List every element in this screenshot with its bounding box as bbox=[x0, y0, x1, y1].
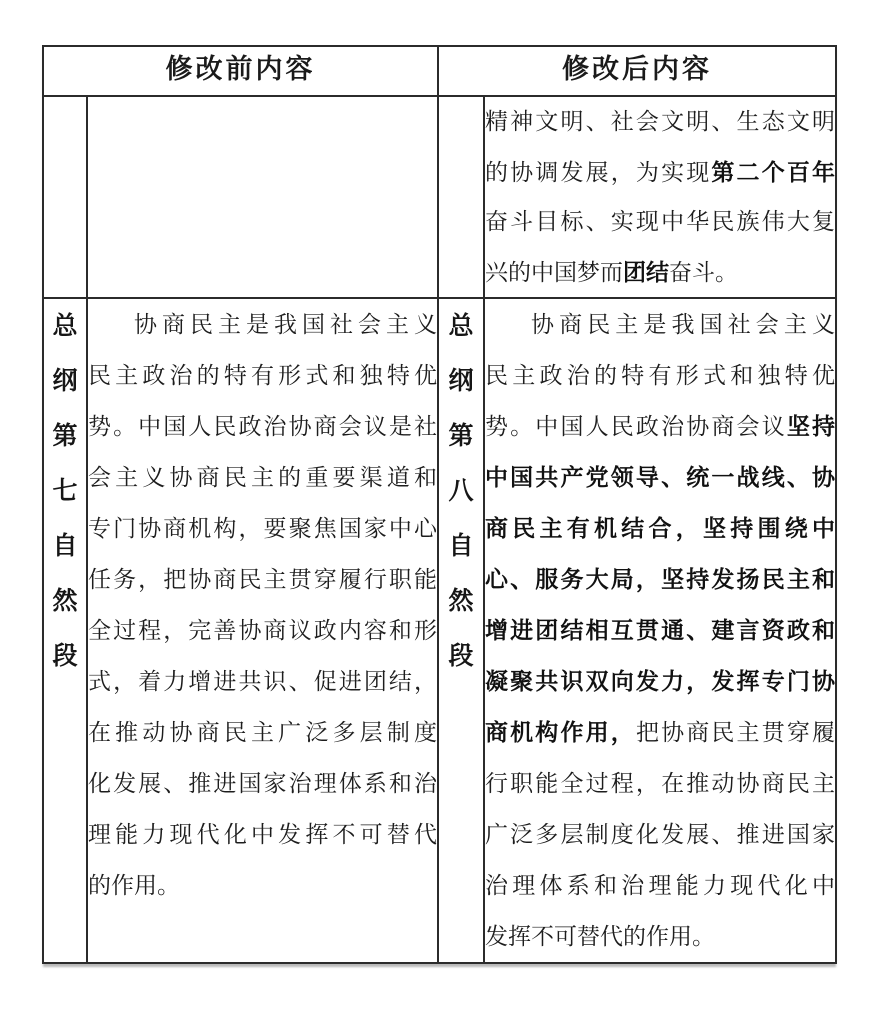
column-header-before: 修改前内容 bbox=[43, 46, 438, 96]
text-line bbox=[88, 401, 437, 452]
text-line bbox=[485, 809, 835, 860]
text-line bbox=[485, 147, 835, 197]
text-line bbox=[88, 299, 437, 350]
body-text: 专门协商机构，要聚焦国家中心 bbox=[88, 516, 437, 541]
body-text: 理能力现代化中发挥不可替代 bbox=[88, 822, 437, 847]
row-label-char: 八 bbox=[448, 477, 474, 505]
text-line bbox=[88, 554, 437, 605]
row1-label-before bbox=[43, 96, 87, 298]
amendment-row-2 bbox=[43, 298, 836, 963]
text-line bbox=[485, 860, 835, 911]
text-line bbox=[485, 554, 835, 605]
body-text: 广泛多层制度化发展、推进国家 bbox=[485, 822, 835, 847]
body-text: 任务，把协商民主贯穿履行职能 bbox=[88, 567, 437, 592]
text-line bbox=[485, 656, 835, 707]
text-line bbox=[485, 758, 835, 809]
body-text: 行职能全过程，在推动协商民主 bbox=[485, 771, 835, 796]
body-text: 奋斗。 bbox=[669, 260, 738, 285]
text-line bbox=[485, 97, 835, 147]
text-line bbox=[485, 707, 835, 758]
row2-before-content-cell bbox=[87, 298, 438, 963]
emphasis-added-text: 商机构作用， bbox=[485, 719, 636, 745]
row1-label-after bbox=[438, 96, 484, 298]
row-label-char: 第 bbox=[52, 422, 78, 450]
body-text: 全过程，完善协商议政内容和形 bbox=[88, 618, 437, 643]
body-text: 精神文明、社会文明、生态文明 bbox=[485, 109, 835, 134]
text-line bbox=[88, 350, 437, 401]
text-line bbox=[88, 452, 437, 503]
row-label-char: 自 bbox=[52, 532, 78, 560]
emphasis-added-text: 心、服务大局，坚持发扬民主和 bbox=[485, 566, 835, 592]
text-line bbox=[485, 197, 835, 247]
body-text: 的协调发展，为实现 bbox=[485, 160, 712, 185]
row2-label-before bbox=[43, 298, 87, 963]
emphasis-added-text: 坚持 bbox=[786, 413, 835, 439]
body-text: 会主义协商民主的重要渠道和 bbox=[88, 465, 437, 490]
body-text: 势。中国人民政治协商会议 bbox=[485, 414, 787, 439]
body-text: 兴的中国梦而 bbox=[485, 260, 623, 285]
row-label-char: 纲 bbox=[448, 367, 474, 395]
text-line bbox=[88, 707, 437, 758]
body-text: 治理体系和治理能力现代化中 bbox=[485, 873, 835, 898]
body-text: 协商民主是我国社会主义 bbox=[531, 312, 835, 337]
row1-before-content-cell bbox=[87, 96, 438, 298]
text-line bbox=[88, 605, 437, 656]
row-label-char: 总 bbox=[52, 312, 78, 340]
row-label-char: 段 bbox=[448, 642, 474, 670]
row-label-char: 段 bbox=[52, 642, 78, 670]
row-label-char: 纲 bbox=[52, 367, 78, 395]
body-text: 把协商民主贯穿履 bbox=[635, 720, 835, 745]
row-label-char: 总 bbox=[448, 312, 474, 340]
text-line bbox=[485, 247, 835, 297]
emphasis-added-text: 第二个百年 bbox=[711, 159, 835, 185]
text-line bbox=[88, 656, 437, 707]
emphasis-added-text: 团结 bbox=[623, 259, 669, 285]
row2-label-after bbox=[438, 298, 484, 963]
text-line bbox=[485, 452, 835, 503]
comparison-table bbox=[42, 45, 837, 964]
column-header-after: 修改后内容 bbox=[438, 46, 836, 96]
row-label-char: 然 bbox=[448, 587, 474, 615]
emphasis-added-text: 商民主有机结合，坚持围绕中 bbox=[485, 515, 835, 541]
row-label-char: 然 bbox=[52, 587, 78, 615]
body-text: 协商民主是我国社会主义 bbox=[134, 312, 437, 337]
text-line bbox=[485, 605, 835, 656]
text-line bbox=[485, 911, 835, 962]
body-text: 化发展、推进国家治理体系和治 bbox=[88, 771, 437, 796]
text-line bbox=[485, 350, 835, 401]
text-line bbox=[485, 503, 835, 554]
text-line bbox=[88, 809, 437, 860]
body-text: 发挥不可替代的作用。 bbox=[485, 924, 715, 949]
table-header-row bbox=[43, 46, 836, 96]
row-label-char: 自 bbox=[448, 532, 474, 560]
text-line bbox=[485, 299, 835, 350]
row-label-char: 第 bbox=[448, 422, 474, 450]
text-line bbox=[88, 860, 437, 911]
amendment-row-1 bbox=[43, 96, 836, 298]
row-label-char: 七 bbox=[52, 477, 78, 505]
body-text: 的作用。 bbox=[88, 873, 180, 898]
body-text: 民主政治的特有形式和独特优 bbox=[88, 363, 437, 388]
emphasis-added-text: 凝聚共识双向发力，发挥专门协 bbox=[485, 668, 835, 694]
text-line bbox=[88, 503, 437, 554]
body-text: 势。中国人民政治协商会议是社 bbox=[88, 414, 437, 439]
emphasis-added-text: 中国共产党领导、统一战线、协 bbox=[485, 464, 835, 490]
body-text: 奋斗目标、实现中华民族伟大复 bbox=[485, 209, 835, 234]
body-text: 式，着力增进共识、促进团结， bbox=[88, 669, 437, 694]
body-text: 民主政治的特有形式和独特优 bbox=[485, 363, 835, 388]
body-text: 在推动协商民主广泛多层制度 bbox=[88, 720, 437, 745]
text-line bbox=[88, 758, 437, 809]
text-line bbox=[485, 401, 835, 452]
row1-after-content-cell bbox=[484, 96, 836, 298]
emphasis-added-text: 增进团结相互贯通、建言资政和 bbox=[485, 617, 835, 643]
row2-after-content-cell bbox=[484, 298, 836, 963]
